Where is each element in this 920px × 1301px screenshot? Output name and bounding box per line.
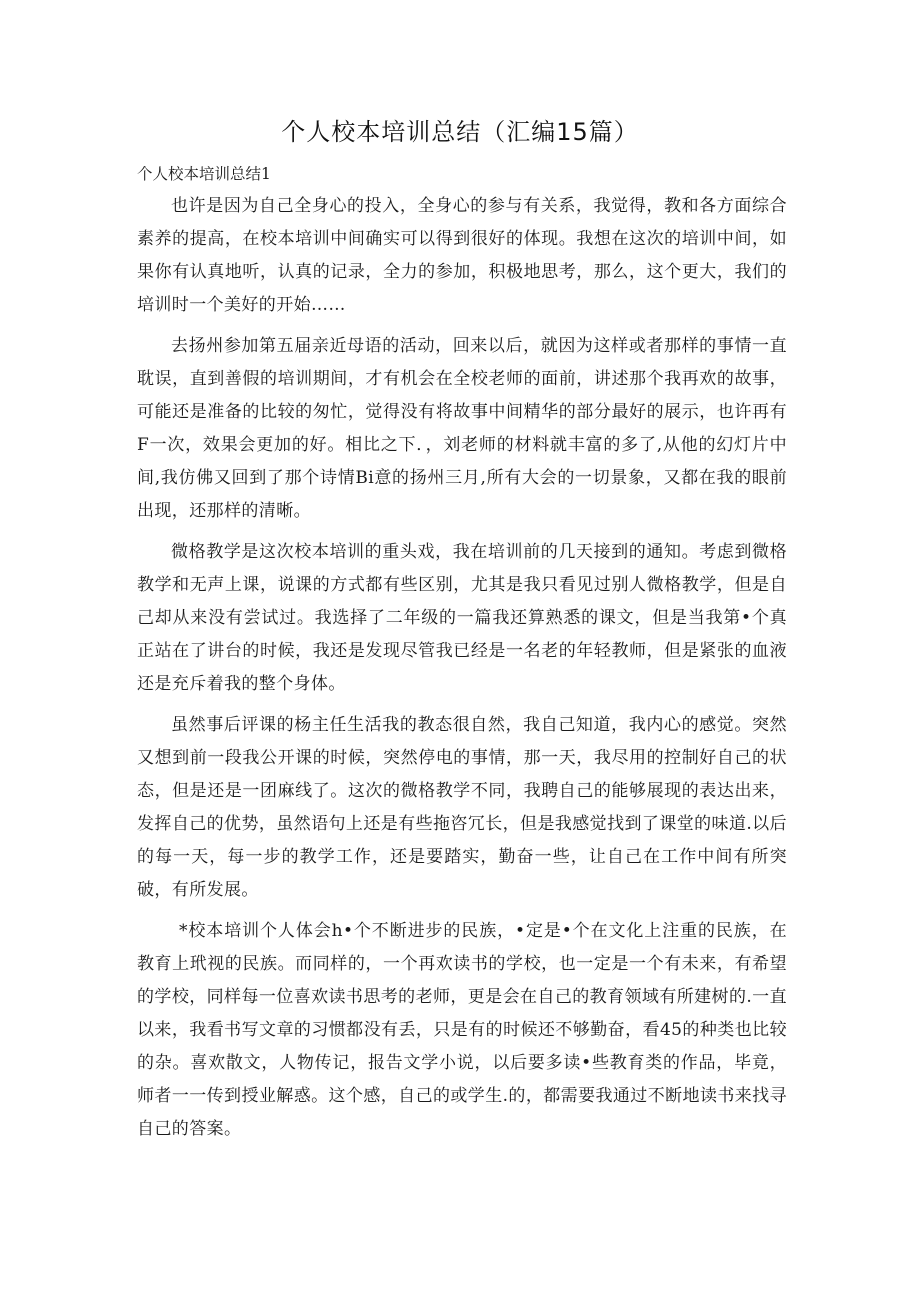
document-title: 个人校本培训总结（汇编15篇） — [281, 118, 639, 146]
paragraph: 虽然事后评课的杨主任生活我的教态很自然，我自己知道，我内心的感觉。突然又想到前一段我公开课的时候，突然停电的事情，那一天，我尽用的控制好自己的状态，但是还是一团麻线了。这次的微格教学不同，我聘自己的能够展现的表达出来，发挥自己的优势，虽然语句上还是有些拖咨冗长，但是我感觉找到了课堂的味道.以后的每一天，每一步的教学工作，还是要踏实，勤奋一些，让自己在工作中间有所突破，有所发展。 — [137, 715, 787, 900]
paragraph: 去扬州参加第五届亲近母语的活动，回来以后，就因为这样或者那样的事情一直耽误，直到善假的培训期间，才有机会在全校老师的面前，讲述那个我再欢的故事，可能还是准备的比较的匆忙，觉得没有将故事中间精华的部分最好的展示，也许再有F一次，效果会更加的好。相比之下．，刘老师的材料就丰富的多了,从他的幻灯片中间,我仿佛又回到了那个诗情Bi意的扬州三月,所有大会的一切景象，又都在我的眼前出现，还那样的清晰。 — [137, 336, 787, 521]
paragraph: 微格教学是这次校本培训的重头戏，我在培训前的几天接到的通知。考虑到微格教学和无声上课，说课的方式都有些区别，尤其是我只看见过别人微格教学，但是自己却从来没有尝试过。我选择了二年级的一篇我还算熟悉的课文，但是当我第•个真正站在了讲台的时候，我还是发现尽管我已经是一名老的年轻教师，但是紧张的血液还是充斥着我的整个身体。 — [137, 542, 787, 694]
paragraph: *校本培训个人体会h•个不断进步的民族，•定是•个在文化上注重的民族，在教育上玳视的民族。而同样的，一个再欢读书的学校，也一定是一个有未来，有希望的学校，同样每一位喜欢读书思考的老师，更是会在自己的教育领域有所建树的.一直以来，我看书写文章的习惯都没有丢，只是有的时候还不够勤奋，看45的种类也比较的杂。喜欢散文，人物传记，报告文学小说，以后要多读•些教育类的作品，毕竟，师者一一传到授业解惑。这个感，自己的或学生.的，都需要我通过不断地读书来找寻自己的答案。 — [137, 921, 787, 1139]
document-body — [137, 190, 787, 1154]
paragraph: 也许是因为自己全身心的投入，全身心的参与有关系，我觉得，教和各方面综合素养的提高，在校本培训中间确实可以得到很好的体现。我想在这次的培训中间，如果你有认真地听，认真的记录，全力的参加，积极地思考，那么，这个更大，我们的培训时一个美好的开始…… — [137, 196, 787, 315]
section-heading: 个人校本培训总结1 — [137, 165, 271, 183]
